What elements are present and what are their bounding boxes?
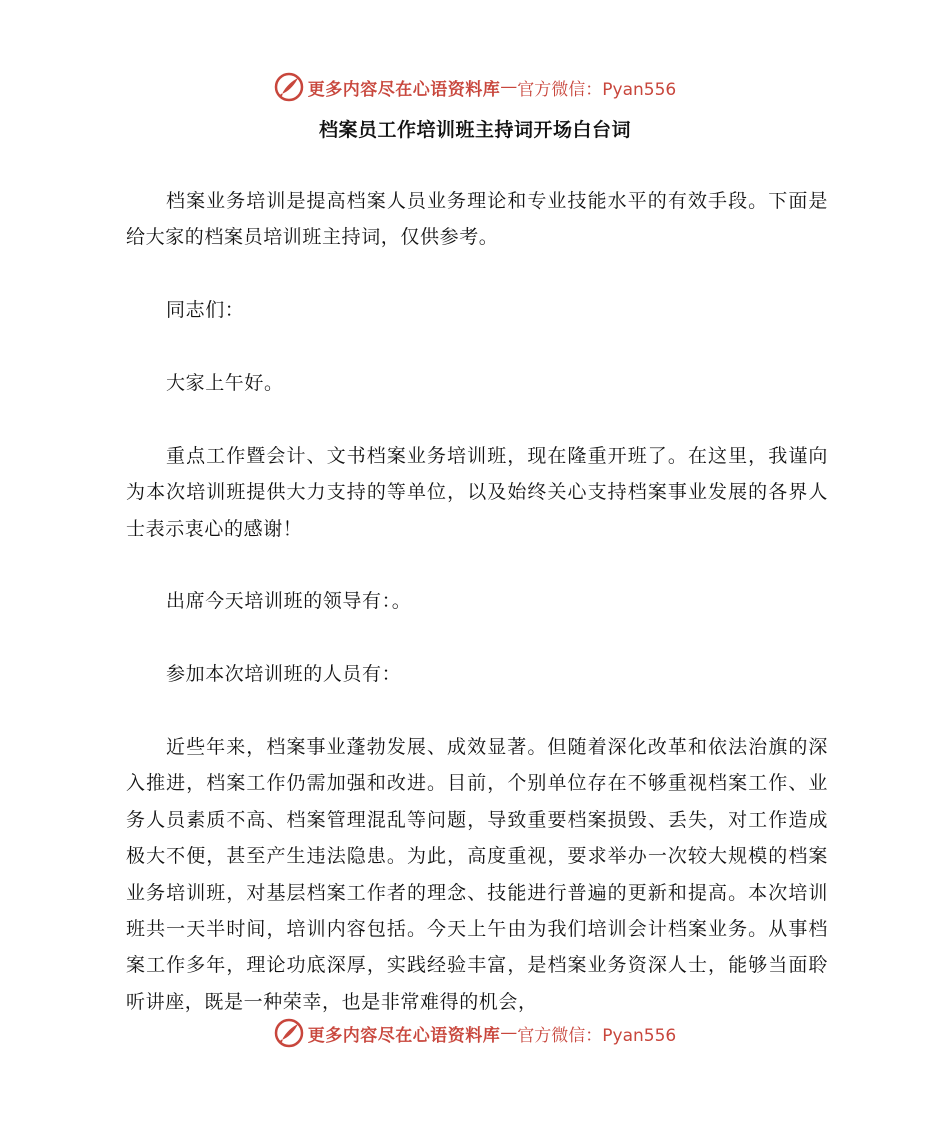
banner-link-text[interactable]: 更多内容尽在心语资料库 bbox=[307, 79, 501, 100]
banner-contact-text: 官方微信：Pyan556 bbox=[517, 1025, 677, 1046]
paragraph: 同志们： bbox=[166, 299, 245, 322]
paragraph: 出席今天培训班的领导有：。 bbox=[166, 590, 412, 613]
footer-banner bbox=[0, 1016, 950, 1050]
banner-separator: — bbox=[500, 77, 518, 97]
header-banner bbox=[0, 70, 950, 104]
paragraph: 参加本次培训班的人员有： bbox=[166, 663, 402, 686]
paragraph: 档案业务培训是提高档案人员业务理论和专业技能水平的有效手段。下面是给大家的档案员培训班主持词，仅供参考。 bbox=[126, 190, 828, 249]
quill-pen-logo-icon bbox=[274, 1018, 304, 1048]
paragraph: 重点工作暨会计、文书档案业务培训班，现在隆重开班了。在这里，我谨向为本次培训班提供大力支持的等单位，以及始终关心支持档案事业发展的各界人士表示衷心的感谢！ bbox=[126, 444, 828, 540]
paragraph: 大家上午好。 bbox=[166, 372, 284, 394]
banner-separator: — bbox=[500, 1023, 518, 1043]
banner-contact-text: 官方微信：Pyan556 bbox=[517, 79, 677, 100]
document-title: 档案员工作培训班主持词开场白台词 bbox=[318, 119, 631, 141]
document-body bbox=[126, 183, 828, 1020]
quill-pen-logo-icon bbox=[274, 72, 304, 102]
banner-link-text[interactable]: 更多内容尽在心语资料库 bbox=[307, 1025, 501, 1046]
paragraph: 近些年来，档案事业蓬勃发展、成效显著。但随着深化改革和依法治旗的深入推进，档案工作仍需加强和改进。目前，个别单位存在不够重视档案工作、业务人员素质不高、档案管理混乱等问题，导致重要档案损毁、丢失，对工作造成极大不便，甚至产生违法隐患。为此，高度重视，要求举办一次较大规模的档案业务培训班，对基层档案工作者的理念、技能进行普遍的更新和提高。本次培训班共一天半时间，培训内容包括。今天上午由为我们培训会计档案业务。从事档案工作多年，理论功底深厚，实践经验丰富，是档案业务资深人士，能够当面聆听讲座，既是一种荣幸，也是非常难得的机会， bbox=[126, 736, 828, 1013]
